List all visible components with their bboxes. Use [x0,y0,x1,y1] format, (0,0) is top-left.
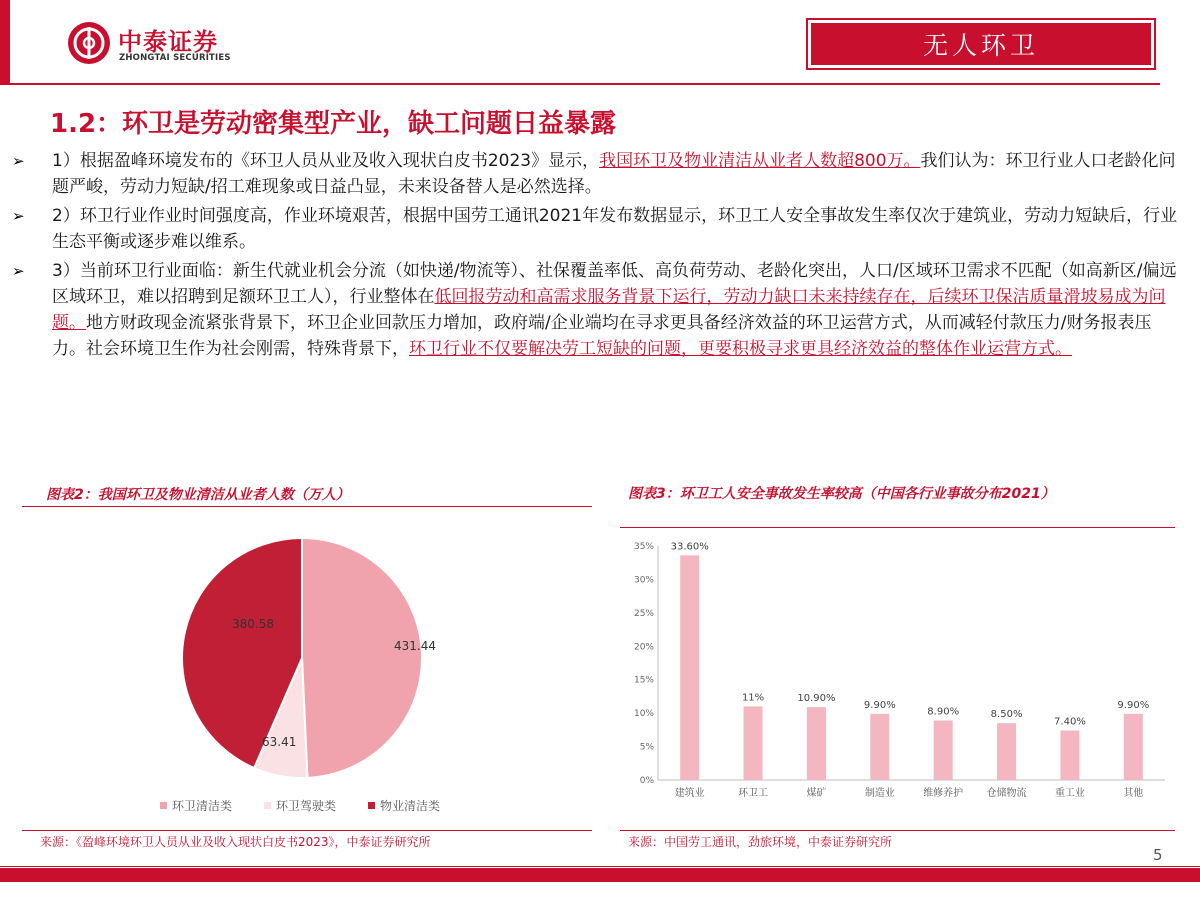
bar [744,706,763,780]
bar [1060,731,1079,780]
bar-data-label: 9.90% [1117,699,1150,711]
company-logo [68,20,288,70]
figure3-source: 来源：中国劳工通讯，劲旅环境，中泰证券研究所 [628,835,893,849]
bullet-list [8,148,1180,365]
y-tick-label: 25% [633,608,654,619]
figure3-source-rule [620,830,1175,831]
bar [680,555,699,780]
bar-data-label: 7.40% [1054,716,1086,728]
bar [997,723,1016,780]
y-tick-label: 5% [639,742,654,753]
bullet-arrow-icon: ➢ [12,262,25,280]
footer-bar [0,868,1200,882]
x-tick-label: 其他 [1123,788,1144,799]
legend-label: 物业清洁类 [380,799,441,813]
bullet-item [8,148,1180,200]
x-tick-label: 制造业 [864,788,895,799]
bullet-text-part: 1）根据盈峰环境发布的《环卫人员从业及收入现状白皮书2023》显示， [52,151,600,171]
footer-rule [0,866,1200,867]
header-accent-bar [0,0,10,84]
bullet-text-part: 2）环卫行业作业时间强度高，作业环境艰苦，根据中国劳工通讯2021年发布数据显示，环卫工人安全事故发生率仅次于建筑业，劳动力短缺后，行业生态平衡或逐步难以维系。 [52,206,1178,252]
pie-data-label: 63.41 [262,735,297,749]
bar-data-label: 8.50% [990,709,1023,721]
pie-data-label: 431.44 [394,639,436,653]
figure3-caption: 图表3：环卫工人安全事故发生率较高（中国各行业事故分布2021） [628,486,1055,502]
page-number: 5 [1153,846,1163,864]
x-tick-label: 环卫工 [738,788,769,799]
y-tick-label: 0% [639,776,654,786]
bullet-text-part: 3）当前环卫行业面临：新生代就业机会分流（如快递/物流等）、社保覆盖率低、高负荷劳动、老龄化突出，人口/区域环卫需求不匹配（如高新区/偏远区域环卫，难以招聘到足额环卫工人），行业整体在 [52,261,1177,307]
legend-label: 环卫驾驶类 [276,799,337,813]
bar-data-label: 11% [741,692,765,704]
bar-data-label: 33.60% [670,541,709,553]
bar-data-label: 8.90% [927,706,960,718]
section-tag [806,18,1156,70]
legend-label: 环卫清洁类 [172,799,233,813]
y-tick-label: 15% [633,675,654,686]
bar-data-label: 10.90% [797,693,836,705]
bullet-highlight: 环卫行业不仅要解决劳工短缺的问题，更要积极寻求更具经济效益的整体作业运营方式。 [409,339,1072,359]
legend-swatch [368,802,375,809]
x-tick-label: 维修养护 [923,788,964,799]
x-tick-label: 仓储物流 [986,788,1027,799]
figure2-source: 来源：《盈峰环境环卫人员从业及收入现状白皮书2023》，中泰证券研究所 [40,835,431,849]
legend-swatch [160,802,167,809]
y-tick-label: 30% [633,575,654,586]
legend-swatch [264,802,271,809]
pie-data-label: 380.58 [232,617,274,631]
pie-chart [22,510,602,830]
figure2-caption-rule [22,506,592,507]
bar [807,707,826,780]
y-tick-label: 35% [633,542,654,552]
bullet-highlight: 低回报劳动和高需求服务背景下运行，劳动力缺口未来持续存在，后续环卫保洁质量滑坡易成为问题。 [52,287,1166,333]
section-tag-label: 无人环卫 [811,23,1151,65]
logo-text-cn: 中泰证券 [118,28,218,56]
bar-data-label: 9.90% [863,699,896,711]
bar [934,720,953,780]
bullet-arrow-icon: ➢ [12,152,25,170]
page-title: 1.2：环卫是劳动密集型产业，缺工问题日益暴露 [50,109,617,139]
bar [1124,714,1143,780]
figure2-source-rule [22,830,592,831]
bullet-item [8,258,1180,362]
y-tick-label: 10% [633,709,654,720]
logo-text-en: ZHONGTAI SECURITIES [119,53,231,63]
pie-slice [302,538,422,778]
bullet-text-part: 地方财政现金流紧张背景下，环卫企业回款压力增加，政府端/企业端均在寻求更具备经济效益的环卫运营方式，从而减轻付款压力/财务报表压力。社会环境卫生作为社会刚需，特殊背景下， [52,313,1152,359]
bullet-highlight: 我国环卫及物业清洁从业者人数超800万。 [599,151,921,171]
bar-chart [620,530,1175,830]
x-tick-label: 建筑业 [674,788,705,799]
bullet-item [8,203,1180,255]
bar [870,714,889,780]
bullet-text-part: 我们认为：环卫行业人口老龄化问题严峻，劳动力短缺/招工难现象或日益凸显，未来设备替人是必然选择。 [52,151,1176,197]
logo-mark-icon [68,22,110,64]
figure3-caption-rule [620,527,1175,528]
header-divider [0,83,1160,85]
bullet-arrow-icon: ➢ [12,207,25,225]
x-tick-label: 重工业 [1054,788,1085,799]
y-tick-label: 20% [633,642,654,653]
x-tick-label: 煤矿 [806,788,827,799]
figure2-caption: 图表2：我国环卫及物业清洁从业者人数（万人） [46,487,350,503]
